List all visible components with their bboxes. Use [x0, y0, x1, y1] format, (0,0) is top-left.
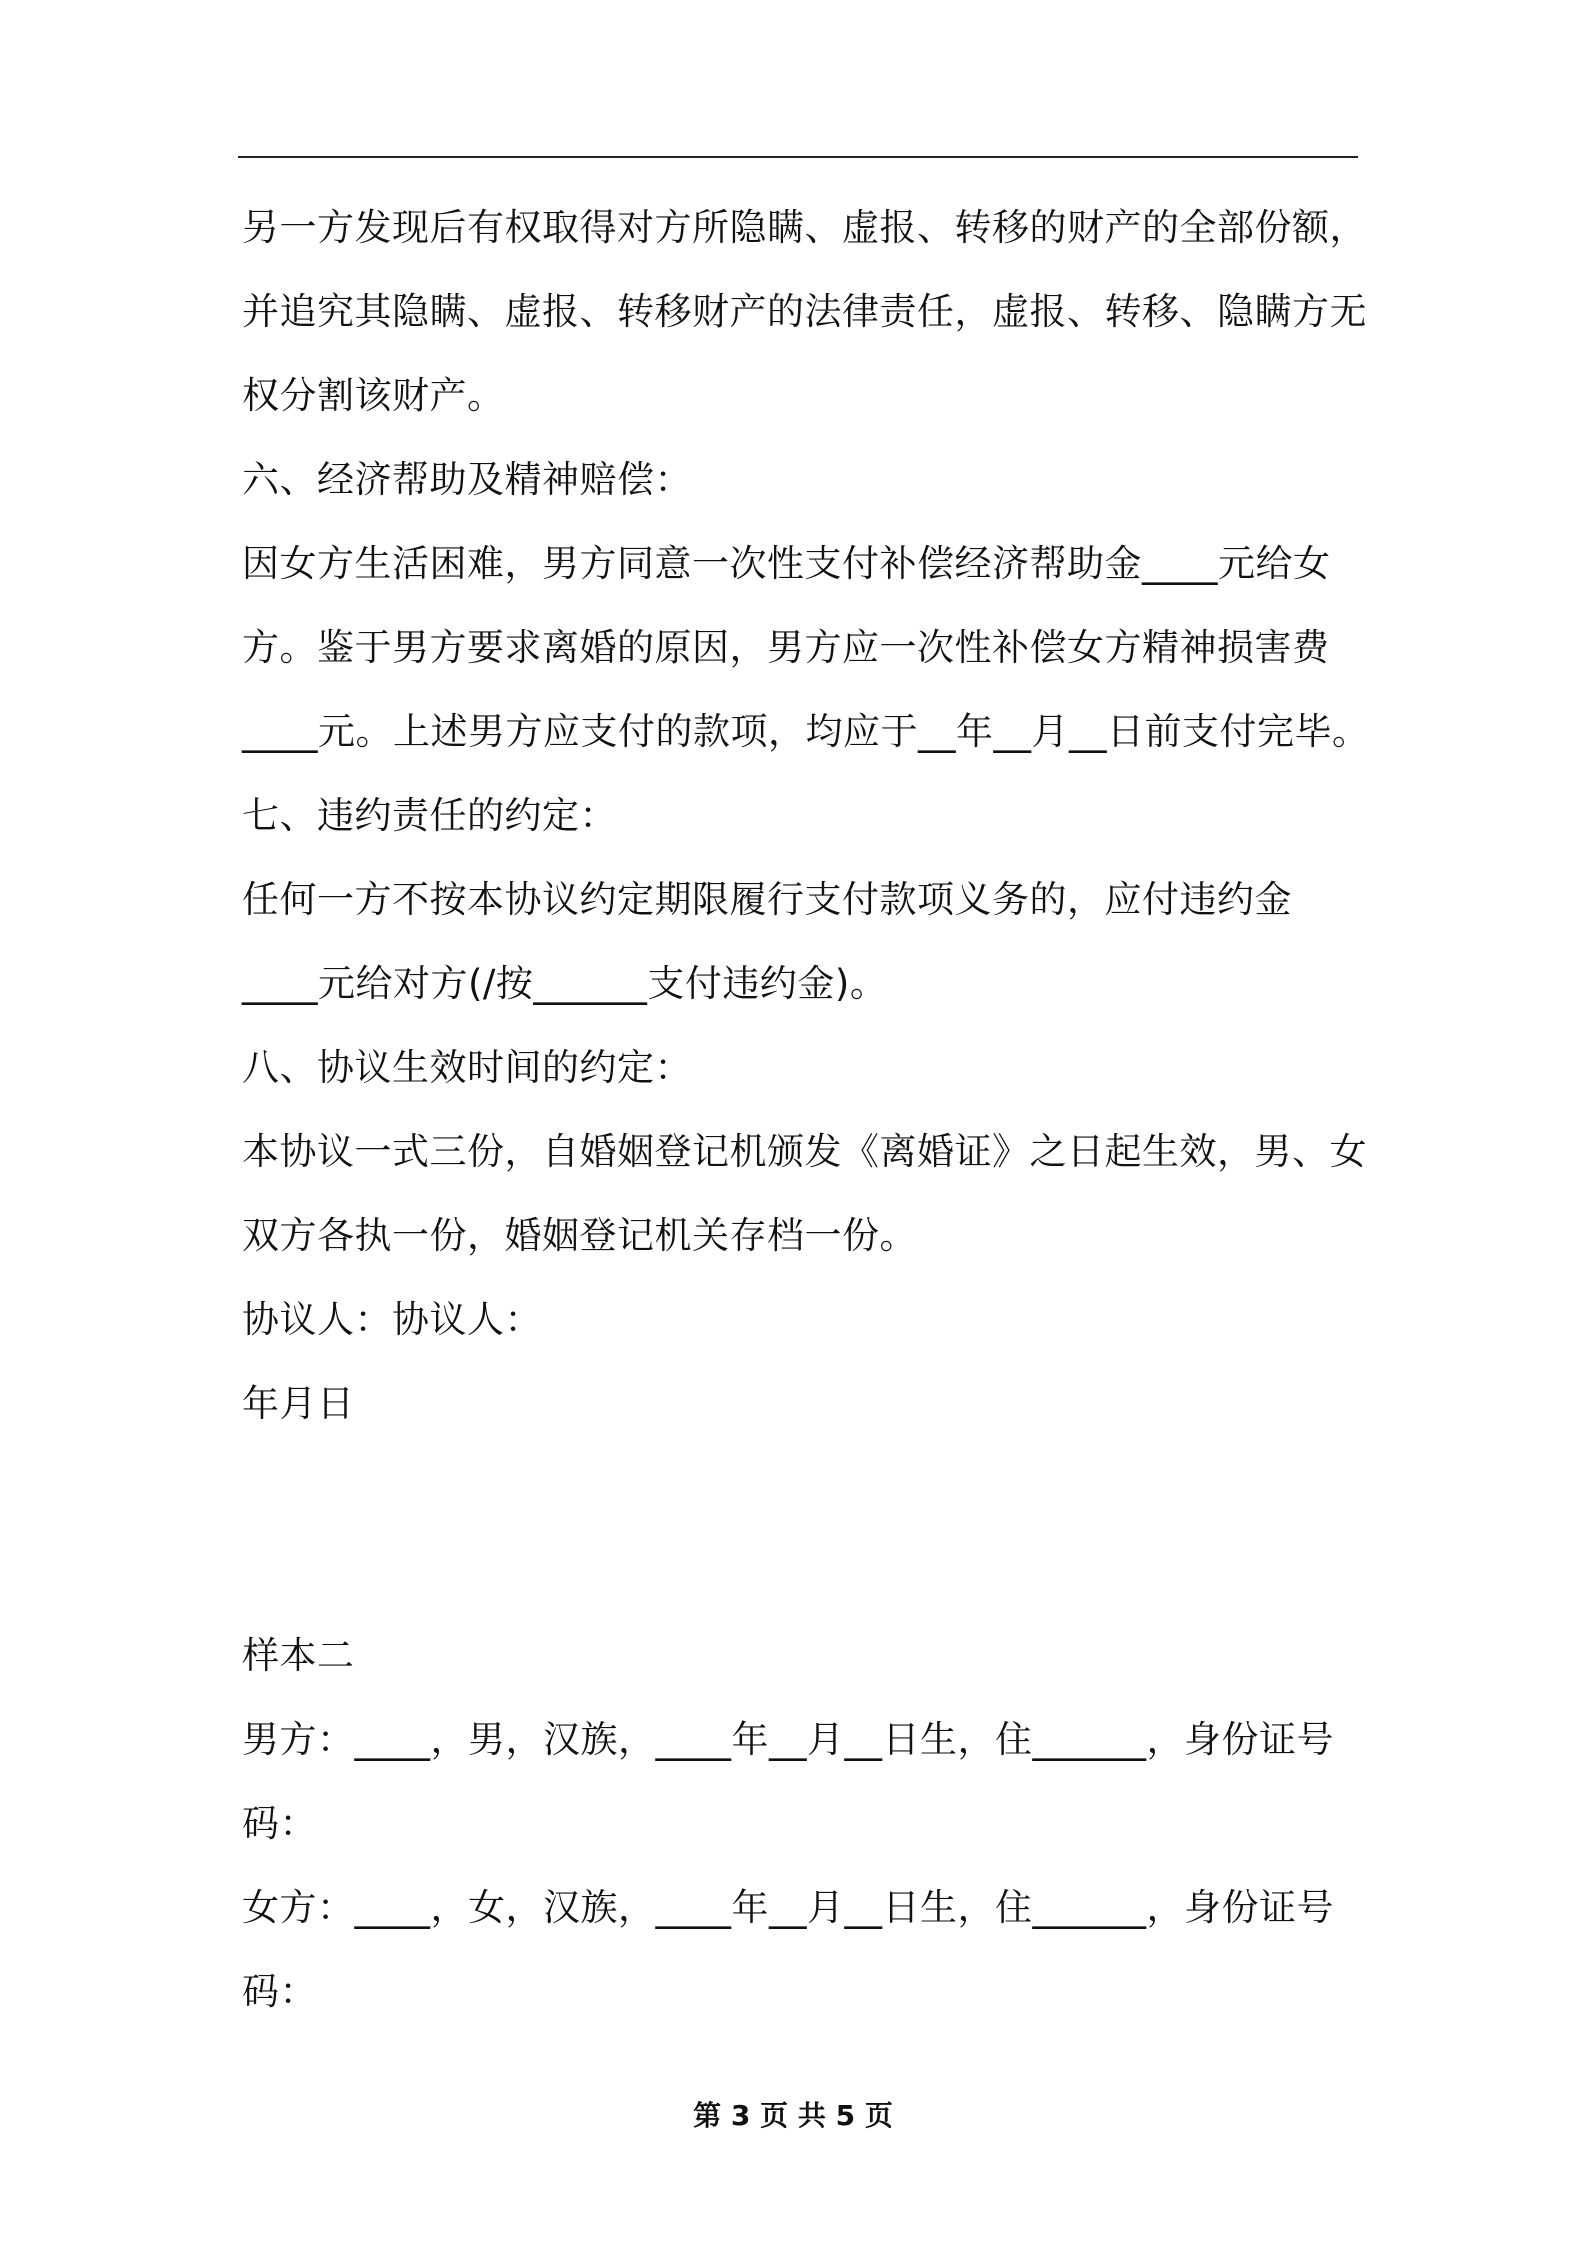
section-heading: 八、协议生效时间的约定： — [242, 1046, 692, 1089]
text-line: ____元给对方(/按______支付违约金)。 — [242, 962, 888, 1005]
header-rule — [238, 156, 1358, 158]
text-line: 并追究其隐瞒、虚报、转移财产的法律责任，虚报、转移、隐瞒方无 — [242, 290, 1367, 333]
text-line: 女方：____，女，汉族，____年__月__日生，住______，身份证号 — [242, 1886, 1334, 1929]
page-number: 第 3 页 共 5 页 — [693, 2099, 893, 2132]
text-line: 因女方生活困难，男方同意一次性支付补偿经济帮助金____元给女 — [242, 542, 1331, 585]
sample-heading: 样本二 — [242, 1634, 355, 1677]
text-line: 另一方发现后有权取得对方所隐瞒、虚报、转移的财产的全部份额， — [242, 206, 1367, 249]
date-line: 年月日 — [242, 1382, 355, 1425]
text-line: 权分割该财产。 — [242, 374, 505, 417]
section-heading: 七、违约责任的约定： — [242, 794, 617, 837]
text-line: 码： — [242, 1802, 317, 1845]
text-line: 男方：____，男，汉族，____年__月__日生，住______，身份证号 — [242, 1718, 1334, 1761]
text-line: 双方各执一份，婚姻登记机关存档一份。 — [242, 1214, 917, 1257]
section-heading: 六、经济帮助及精神赔偿： — [242, 458, 692, 501]
text-line: 方。鉴于男方要求离婚的原因，男方应一次性补偿女方精神损害费 — [242, 626, 1330, 669]
text-line: 码： — [242, 1970, 317, 2013]
text-line: ____元。上述男方应支付的款项，均应于__年__月__日前支付完毕。 — [242, 710, 1370, 753]
text-line: 任何一方不按本协议约定期限履行支付款项义务的，应付违约金 — [242, 878, 1292, 921]
text-line: 本协议一式三份，自婚姻登记机颁发《离婚证》之日起生效，男、女 — [242, 1130, 1367, 1173]
signatories-line: 协议人：协议人： — [242, 1298, 542, 1341]
